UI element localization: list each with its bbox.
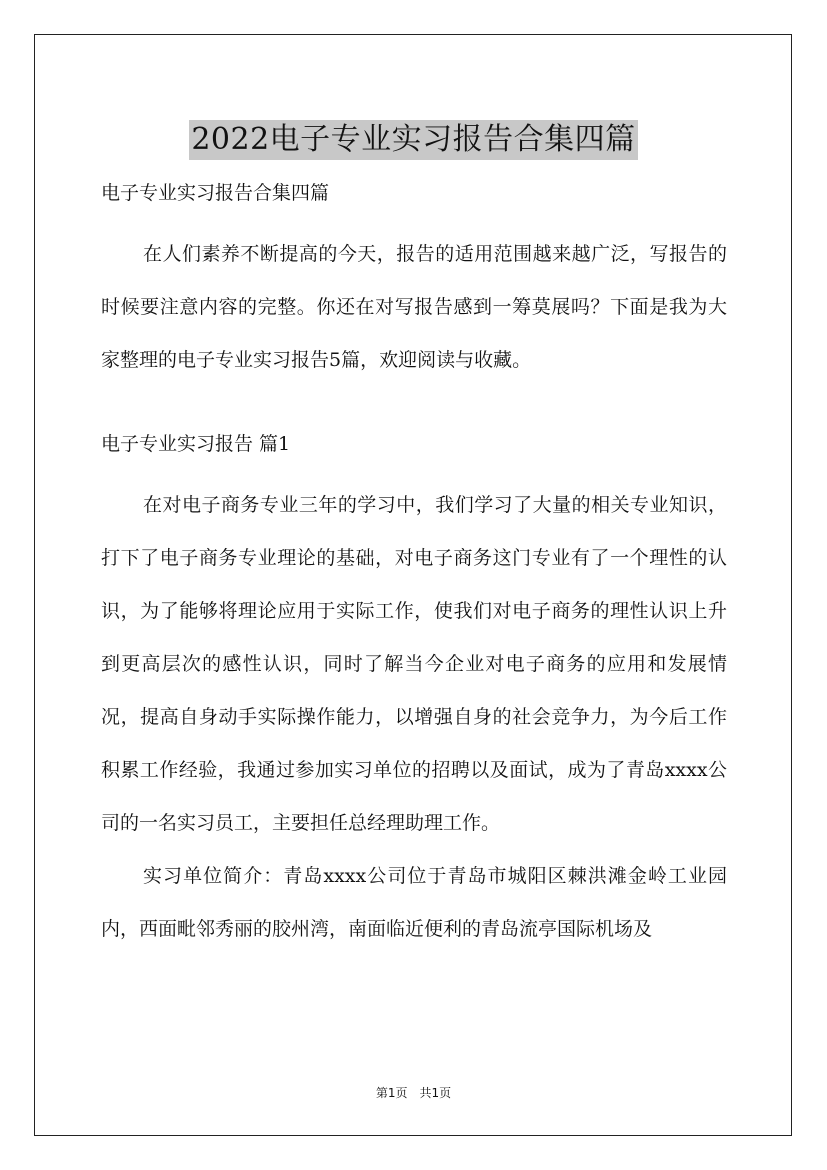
section-heading: 电子专业实习报告 篇1 xyxy=(101,433,291,455)
body-paragraph: 在对电子商务专业三年的学习中，我们学习了大量的相关专业知识，打下了电子商务专业理论的基础，对电子商务这门专业有了一个理性的认识，为了能够将理论应用于实际工作，使我们对电子商务的理性认识上升到更高层次的感性认识，同时了解当今企业对电子商务的应用和发展情况，提高自身动手实际操作能力，以增强自身的社会竞争力，为今后工作积累工作经验，我通过参加实习单位的招聘以及面试，成为了青岛xxxx公司的一名实习员工，主要担任总经理助理工作。 xyxy=(101,494,727,834)
document-subtitle: 电子专业实习报告合集四篇 xyxy=(101,182,330,204)
title-container xyxy=(0,100,827,180)
page-footer: 第1页 共1页 xyxy=(375,1086,452,1100)
body-paragraph: 实习单位简介：青岛xxxx公司位于青岛市城阳区棘洪滩金岭工业园内，西面毗邻秀丽的胶州湾，南面临近便利的青岛流亭国际机场及 xyxy=(101,865,727,940)
document-body xyxy=(101,176,727,956)
intro-paragraph: 在人们素养不断提高的今天，报告的适用范围越来越广泛，写报告的时候要注意内容的完整。你还在对写报告感到一筹莫展吗？下面是我为大家整理的电子专业实习报告5篇，欢迎阅读与收藏。 xyxy=(101,243,727,371)
document-title: 2022电子专业实习报告合集四篇 xyxy=(189,120,637,160)
